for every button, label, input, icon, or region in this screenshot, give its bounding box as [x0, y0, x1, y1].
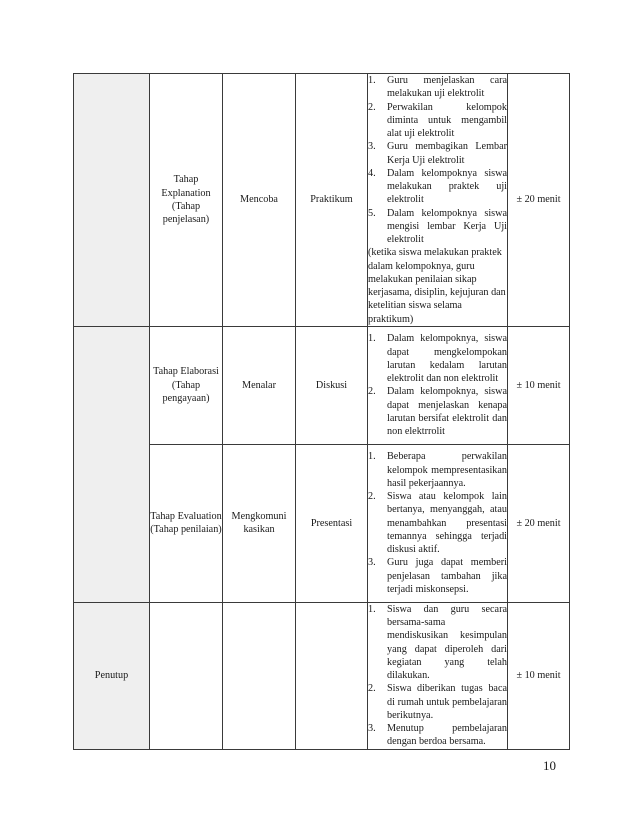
list-item	[368, 207, 507, 247]
list-item	[368, 101, 507, 141]
activity-cell: Mencoba	[223, 74, 296, 327]
method-cell: Presentasi	[296, 444, 368, 602]
list-item	[368, 722, 507, 749]
step-text: Dalam kelompoknya, siswa dapat menjelaskan kenapa larutan bersifat elektrolit dan non elektrrolit	[387, 386, 507, 437]
step-number: 2.	[368, 491, 376, 503]
stage-cell: Tahap Evaluation (Tahap penilaian)	[150, 444, 223, 602]
step-number: 2.	[368, 683, 376, 695]
method-cell: Praktikum	[296, 74, 368, 327]
step-number: 3.	[368, 141, 376, 153]
stage-cell: Tahap Elaborasi (Tahap pengayaan)	[150, 326, 223, 444]
step-number: 2.	[368, 386, 376, 398]
step-number: 1.	[368, 451, 376, 463]
table-row	[74, 326, 570, 444]
steps-cell	[368, 602, 508, 749]
step-text: Siswa atau kelompok lain bertanya, menyanggah, atau menambahkan presentasi temannya sehingga terjadi diskusi aktif.	[387, 491, 507, 556]
time-cell: ± 20 menit	[508, 74, 570, 327]
step-number: 3.	[368, 723, 376, 734]
list-item	[368, 682, 507, 722]
list-item	[368, 140, 507, 167]
step-text: Menutup pembelajaran dengan berdoa bersama.	[387, 723, 507, 748]
method-cell	[296, 602, 368, 749]
time-cell: ± 10 menit	[508, 326, 570, 444]
step-text: Guru juga dapat memberi penjelasan tambahan jika terjadi miskonsepsi.	[387, 557, 507, 595]
step-text: Dalam kelompoknya siswa mengisi lembar Kerja Uji elektrolit	[387, 207, 507, 245]
step-text: Siswa diberikan tugas baca di rumah untuk pembelajaran berikutnya.	[387, 683, 507, 721]
step-text: Guru menjelaskan cara melakukan uji elektrolit	[387, 75, 507, 100]
table-row	[74, 74, 570, 327]
list-item	[368, 603, 507, 683]
phase-cell	[74, 74, 150, 327]
steps-cell	[368, 74, 508, 327]
step-number: 1.	[368, 333, 376, 345]
list-item	[368, 74, 507, 101]
activity-cell: Mengkomuni kasikan	[223, 444, 296, 602]
lesson-plan-table	[73, 73, 570, 750]
step-text: Guru membagikan Lembar Kerja Uji elektrolit	[387, 141, 507, 166]
page-number: 10	[543, 758, 556, 773]
step-list	[368, 603, 507, 749]
step-list	[368, 332, 507, 438]
step-number: 1.	[368, 603, 376, 615]
list-item	[368, 167, 507, 207]
time-cell: ± 10 menit	[508, 602, 570, 749]
phase-cell: Penutup	[74, 602, 150, 749]
step-number: 3.	[368, 557, 376, 569]
table-row	[74, 602, 570, 749]
list-item	[368, 556, 507, 596]
step-text: Dalam kelompoknya siswa melakukan praktek uji elektrolit	[387, 167, 507, 206]
list-item	[368, 385, 507, 438]
method-cell: Diskusi	[296, 326, 368, 444]
stage-cell: Tahap Explanation (Tahap penjelasan)	[150, 74, 223, 327]
step-text: Siswa dan guru secara bersama-sama mendiskusikan kesimpulan yang dapat diperoleh dari kegiatan yang telah dilakukan.	[387, 603, 507, 681]
phase-cell	[74, 326, 150, 602]
step-list	[368, 74, 507, 246]
activity-cell: Menalar	[223, 326, 296, 444]
assessment-note: (ketika siswa melakukan praktek dalam kelompoknya, guru melakukan penilaian sikap kerjasama, disiplin, kejujuran dan ketelitian siswa selama praktikum)	[368, 247, 506, 325]
step-number: 2.	[368, 101, 376, 113]
stage-cell	[150, 602, 223, 749]
step-number: 5.	[368, 207, 376, 219]
list-item	[368, 450, 507, 490]
activity-cell	[223, 602, 296, 749]
steps-cell	[368, 444, 508, 602]
step-number: 4.	[368, 167, 376, 179]
step-text: Beberapa perwakilan kelompok mempresentasikan hasil pekerjaannya.	[387, 451, 507, 489]
time-cell: ± 20 menit	[508, 444, 570, 602]
list-item	[368, 490, 507, 556]
step-list	[368, 450, 507, 596]
step-text: Dalam kelompoknya, siswa dapat mengkelompokan larutan kedalam larutan elektrolit dan non elektrolit	[387, 333, 507, 384]
list-item	[368, 332, 507, 385]
step-number: 1.	[368, 75, 376, 86]
steps-cell	[368, 326, 508, 444]
step-text: Perwakilan kelompok diminta untuk mengambil alat uji elektrolit	[387, 101, 507, 139]
